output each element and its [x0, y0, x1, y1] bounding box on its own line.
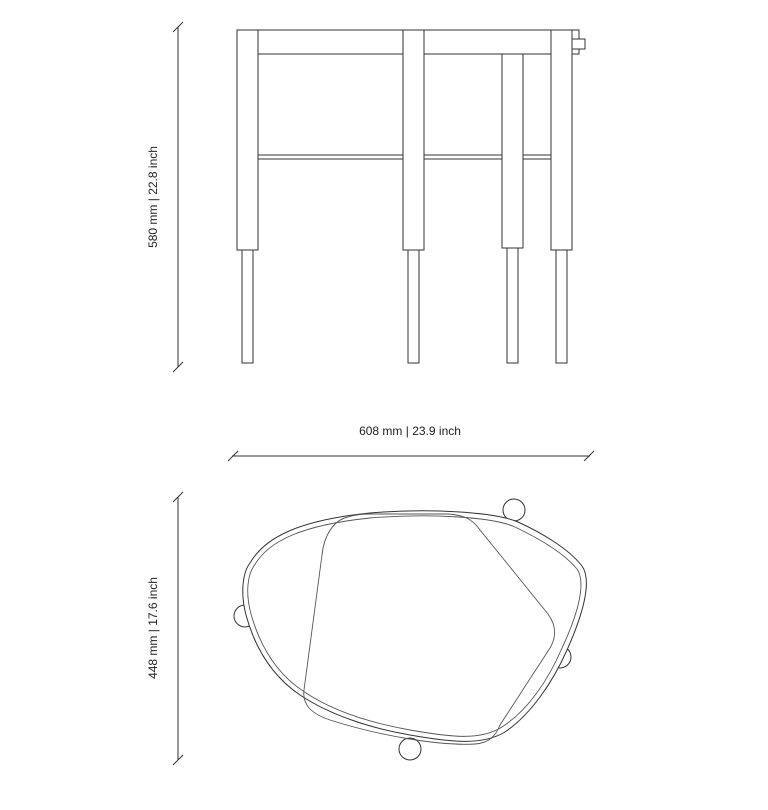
leg-footprint-bottom	[399, 738, 421, 760]
height-dimension-label: 580 mm | 22.8 inch	[146, 146, 160, 248]
leg-upper-2	[403, 30, 424, 250]
plan-view	[146, 492, 586, 765]
leg-tip-1	[242, 250, 253, 363]
leg-upper-3	[502, 54, 523, 248]
leg-tip-3	[507, 248, 518, 363]
side-elevation-view	[146, 22, 585, 372]
height-dimension-line	[173, 22, 183, 372]
leg-upper-1	[237, 30, 258, 250]
leg-upper-4	[551, 30, 572, 250]
leg-tip-4	[556, 250, 567, 363]
depth-dimension-line	[173, 492, 183, 765]
table-top-outline	[243, 511, 587, 742]
top-frame-end-cap	[571, 39, 585, 49]
leg-tip-2	[408, 250, 419, 363]
width-dimension-line	[228, 451, 594, 461]
depth-dimension-label: 448 mm | 17.6 inch	[146, 577, 160, 679]
width-dimension-label: 608 mm | 23.9 inch	[359, 424, 461, 438]
